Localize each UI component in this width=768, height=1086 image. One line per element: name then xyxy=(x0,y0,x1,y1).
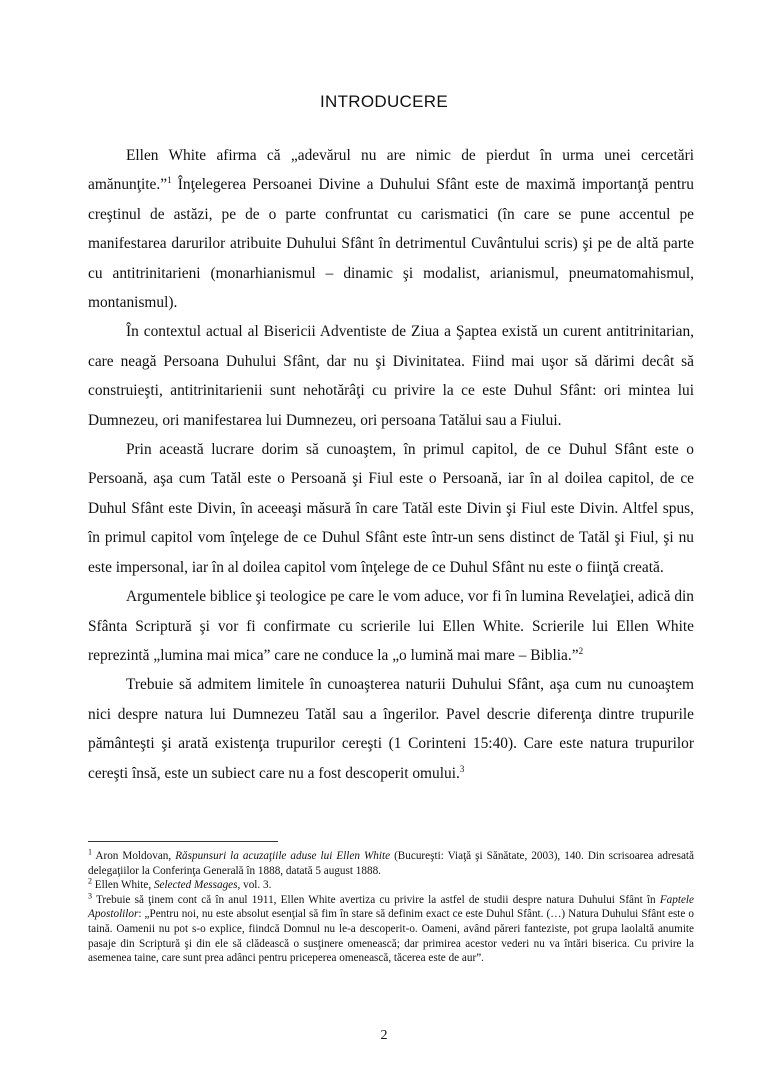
paragraph xyxy=(88,670,694,788)
footnote-number: 3 xyxy=(88,891,92,901)
footnote-text: Ellen White, xyxy=(92,879,154,892)
footnote-title: Răspunsuri la acuzaţiile aduse lui Ellen White xyxy=(175,850,391,862)
footnote-text: (Bucureşti: Viaţă şi Sănătate, 2003), 140. Din scrisoarea adresată delegaţiilor la Conferinţa Generală în 1888, datată 5 august 1888. xyxy=(88,850,694,877)
footnote xyxy=(88,893,694,966)
footnote-title: Selected Messages xyxy=(153,879,238,892)
page-number: 2 xyxy=(380,1028,388,1043)
page-title: INTRODUCERE xyxy=(320,92,448,111)
paragraph-text: Înţelegerea Persoanei Divine a Duhului Sfânt este de maximă importanţă pentru creştinul de astăzi, pe de o parte confruntat cu carismatici (în care se pune accentul pe manifestarea darurilor atribuite Duhului Sfânt în detrimentul Cuvântului scris) şi pe de altă parte cu antitrinitarieni (monarhianismul – dinamic şi modalist, arianismul, pneumatomahismul, montanismul). xyxy=(88,176,694,312)
paragraph-text: Trebuie să admitem limitele în cunoaşterea naturii Duhului Sfânt, aşa cum nu cunoaştem nici despre natura lui Dumnezeu Tatăl sau a îngerilor. Pavel descrie diferenţa dintre trupurile pământeşti şi arată existenţa trupurilor cereşti (1 Corinteni 15:40). Care este natura trupurilor cereşti însă, este un subiect care nu a fost descoperit omului. xyxy=(88,676,694,782)
footnote-ref: 2 xyxy=(578,645,584,656)
footnote-ref: 1 xyxy=(167,175,172,186)
footnote-text: , vol. 3. xyxy=(237,879,272,892)
footnote-ref: 3 xyxy=(459,763,465,774)
footnote-separator xyxy=(88,841,278,842)
paragraph xyxy=(88,582,694,670)
body-text xyxy=(88,141,694,788)
footnote-title: Faptele Apostolilor xyxy=(88,893,694,921)
paragraph-text: Prin această lucrare dorim să cunoaştem, în primul capitol, de ce Duhul Sfânt este o Persoană, aşa cum Tatăl este o Persoană şi Fiul este o Persoană, iar în al doilea capitol, de ce Duhul Sfânt este Divin, în aceeaşi măsură în care Tatăl este Divin şi Fiul este Divin. Altfel spus, în primul capitol vom înţelege de ce Duhul Sfânt este într-un sens distinct de Tatăl şi Fiul, şi nu este impersonal, iar în al doilea capitol vom înţelege de ce Duhul Sfânt nu este o fiinţă creată. xyxy=(88,441,694,576)
paragraph-text: Ellen White afirma că „adevărul nu are nimic de pierdut în urma unei cercetări amănunţite.” xyxy=(88,147,694,194)
footnote xyxy=(88,849,694,878)
footnote xyxy=(88,878,694,893)
footnote-text: Trebuie să ţinem cont că în anul 1911, Ellen White avertiza cu privire la astfel de studii despre natura Duhului Sfânt în xyxy=(92,893,660,906)
paragraph xyxy=(88,435,694,582)
paragraph-text: Argumentele biblice şi teologice pe care le vom aduce, vor fi în lumina Revelaţiei, adică din Sfânta Scriptură şi vor fi confirmate cu scrierile lui Ellen White. Scrierile lui Ellen White reprezintă „lumina mai mica” care ne conduce la „o lumină mai mare – Biblia.” xyxy=(88,588,694,664)
footnotes xyxy=(88,849,694,966)
paragraph xyxy=(88,141,694,317)
footnote-number: 2 xyxy=(88,876,92,886)
footnote-number: 1 xyxy=(88,847,92,857)
paragraph xyxy=(88,317,694,435)
footnote-text: Aron Moldovan, xyxy=(92,850,176,862)
paragraph-text: În contextul actual al Bisericii Adventiste de Ziua a Şaptea există un curent antitrinitarian, care neagă Persoana Duhului Sfânt, dar nu şi Divinitatea. Fiind mai uşor să dărimi decât să construieşti, antitrinitarienii sunt nehotărâţi cu privire la ce este Duhul Sfânt: ori mintea lui Dumnezeu, ori manifestarea lui Dumnezeu, ori persoana Tatălui sau a Fiului. xyxy=(88,323,694,429)
footnote-text: : „Pentru noi, nu este absolut esenţial să fim în stare să definim exact ce este Duhul Sfânt. (…) Natura Duhului Sfânt este o taină. Oamenii nu pot s-o explice, fiindcă Domnul nu le-a descoperit-o. Oameni, având păreri fanteziste, pot grupa laolaltă anumite pasaje din Scriptură şi din ele să clădească o susţinere omenească; dar primirea acestor vederi nu va întări biserica. Cu privire la asemenea taine, care sunt prea adânci pentru priceperea omenească, tăcerea este de aur”. xyxy=(88,908,694,965)
